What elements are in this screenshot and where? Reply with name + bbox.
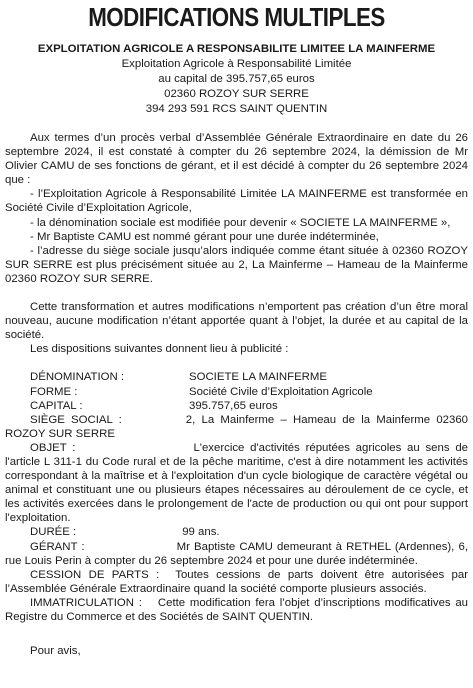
denomination-label: DÉNOMINATION : [30,371,125,384]
duree-label: DURÉE : [30,526,77,539]
immatriculation-value: Cette modification fera l’objet d’inscriptions modificatives au Registre du Commerce et des Sociétés de SAINT QUENTIN. [5,596,468,623]
siege-label: SIÈGE SOCIAL : [30,413,122,426]
company-form: Exploitation Agricole à Responsabilité Limitée [121,58,352,70]
list-item: - Mr Baptiste CAMU est nommé gérant pour une durée indéterminée, [30,230,379,243]
list-item: - l’Exploitation Agricole à Responsabilité Limitée LA MAINFERME est transformée en Société Civile d’Exploitation Agricole, [5,188,468,215]
cession-label: CESSION DE PARTS : [30,568,160,581]
objet-label: OBJET : [30,441,76,454]
forme-label: FORME : [30,385,78,398]
gerant-value: Mr Baptiste CAMU demeurant à RETHEL (Ardennes), 6, rue Louis Perin à compter du 26 septembre 2024 et pour une durée indéterminée. [5,540,469,567]
immatriculation-paragraph [5,596,468,624]
siege-value: 2, La Mainferme – Hameau de la Mainferme 02360 ROZOY SUR SERRE [5,413,468,440]
company-name: EXPLOITATION AGRICOLE A RESPONSABILITE LIMITEE LA MAINFERME [37,43,436,55]
gerant-label: GÉRANT : [30,540,85,553]
intro-paragraph: Aux termes d’un procès verbal d’Assemblée Générale Extraordinaire en date du 26 septembre 2024, il est constaté à compter du 26 septembre 2024, la démission de Mr Olivier CAMU de ses fonctions de gérant, et il est décidé à compter du 26 septembre 2024 que : [5,132,468,187]
objet-value: L'exercice d'activités réputées agricoles au sens de l'article L 311-1 du Code rural et de la pêche maritime, c'est à dire notamment les activités correspondant à la maîtrise et à l'exploitation d'un cycle biologique de caractère végétal ou animal et constituant une ou plusieurs étapes nécessaires au déroulement de ce cycle, et les activités exercées dans le prolongement de l'acte de production ou qui ont pour support l'exploitation. [5,441,468,525]
gerant-paragraph [5,540,468,568]
capital-label: CAPITAL : [30,399,83,412]
duree-paragraph [5,525,468,539]
objet-paragraph [5,441,468,526]
capital-row [5,399,468,413]
company-rcs: 394 293 591 RCS SAINT QUENTIN [145,103,328,115]
immatriculation-label: IMMATRICULATION : [30,596,142,609]
denomination-row [5,370,468,384]
notice-title: MODIFICATIONS MULTIPLES [88,2,385,32]
forme-row [5,385,468,399]
cession-paragraph [5,568,468,596]
siege-paragraph [5,413,468,441]
list-item: - l’adresse du siège sociale jusqu’alors indiquée comme étant située à 02360 ROZOY SUR SERRE est plus précisément située au 2, La Mainferme – Hameau de la Mainferme 02360 ROZOY SUR SERRE. [5,244,468,285]
denomination-value: SOCIETE LA MAINFERME [189,371,327,384]
closing-text: Pour avis, [30,645,81,658]
company-address: 02360 ROZOY SUR SERRE [164,88,309,100]
cession-value: Toutes cessions de parts doivent être autorisées par l’Assemblée Générale Extraordinaire quand la société comporte plusieurs associés. [5,568,468,595]
forme-value: Société Civile d’Exploitation Agricole [189,385,373,398]
list-item: - la dénomination sociale est modifiée pour devenir « SOCIETE LA MAINFERME », [30,216,451,229]
dispositions-paragraph: Les dispositions suivantes donnent lieu à publicité : [30,343,289,356]
company-capital: au capital de 395.757,65 euros [158,73,315,85]
duree-value: 99 ans. [182,526,220,539]
transformation-paragraph: Cette transformation et autres modifications n’emportent pas création d’un être moral nouveau, aucune modification n’étant apportée quant à l’objet, la durée et au capital de la société. [5,301,468,342]
notice-body [5,131,468,658]
capital-value: 395.757,65 euros [189,399,278,412]
